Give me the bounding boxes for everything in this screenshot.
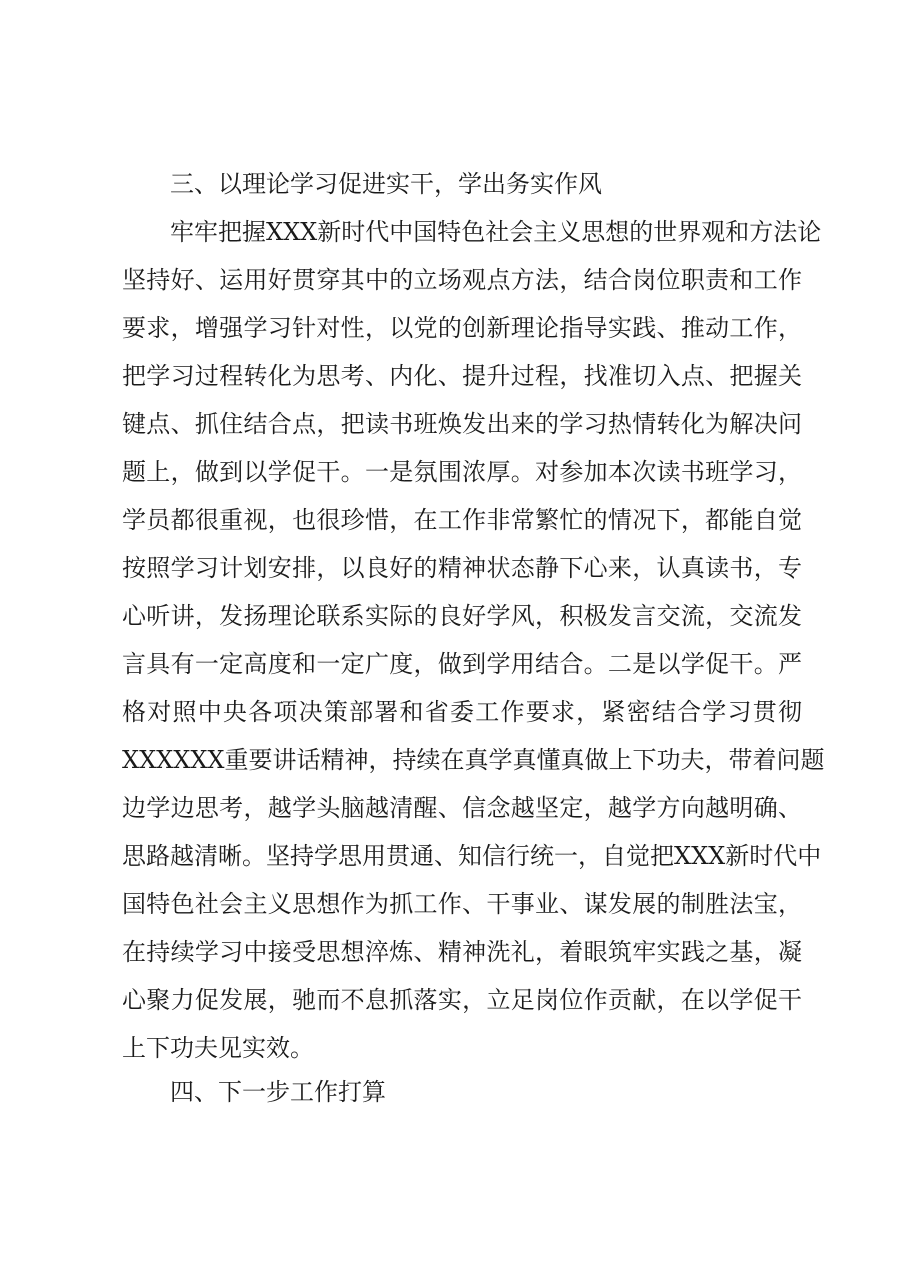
paragraph-line: 边学边思考，越学头脑越清醒、信念越坚定，越学方向越明确、 xyxy=(122,794,802,822)
paragraph-line: 学员都很重视，也很珍惜，在工作非常繁忙的情况下，都能自觉 xyxy=(122,506,802,534)
section-heading-4: 四、下一步工作打算 xyxy=(170,1078,386,1106)
paragraph-line: 按照学习计划安排，以良好的精神状态静下心来，认真读书，专 xyxy=(122,554,802,582)
paragraph-line: 心聚力促发展，驰而不息抓落实，立足岗位作贡献，在以学促干 xyxy=(122,986,802,1014)
paragraph-line: 要求，增强学习针对性，以党的创新理论指导实践、推动工作， xyxy=(122,314,802,342)
paragraph-line: 格对照中央各项决策部署和省委工作要求，紧密结合学习贯彻 xyxy=(122,698,802,726)
paragraph-line: 把学习过程转化为思考、内化、提升过程，找准切入点、把握关 xyxy=(122,362,802,390)
paragraph-line: 在持续学习中接受思想淬炼、精神洗礼，着眼筑牢实践之基，凝 xyxy=(122,938,802,966)
paragraph-line: 上下功夫见实效。 xyxy=(122,1034,314,1062)
paragraph-line: 牢牢把握XXX新时代中国特色社会主义思想的世界观和方法论 xyxy=(170,218,822,246)
paragraph-line: 题上，做到以学促干。一是氛围浓厚。对参加本次读书班学习， xyxy=(122,458,802,486)
paragraph-line: 坚持好、运用好贯穿其中的立场观点方法，结合岗位职责和工作 xyxy=(122,266,802,294)
paragraph-line: 言具有一定高度和一定广度，做到学用结合。二是以学促干。严 xyxy=(122,650,802,678)
paragraph-line: 心听讲，发扬理论联系实际的良好学风，积极发言交流，交流发 xyxy=(122,602,802,630)
paragraph-line: XXXXXX重要讲话精神，持续在真学真懂真做上下功夫，带着问题 xyxy=(122,746,825,774)
section-heading-3: 三、以理论学习促进实干，学出务实作风 xyxy=(170,170,602,198)
paragraph-line: 思路越清晰。坚持学思用贯通、知信行统一，自觉把XXX新时代中 xyxy=(122,842,822,870)
paragraph-line: 国特色社会主义思想作为抓工作、干事业、谋发展的制胜法宝， xyxy=(122,890,802,918)
paragraph-line: 键点、抓住结合点，把读书班焕发出来的学习热情转化为解决问 xyxy=(122,410,802,438)
